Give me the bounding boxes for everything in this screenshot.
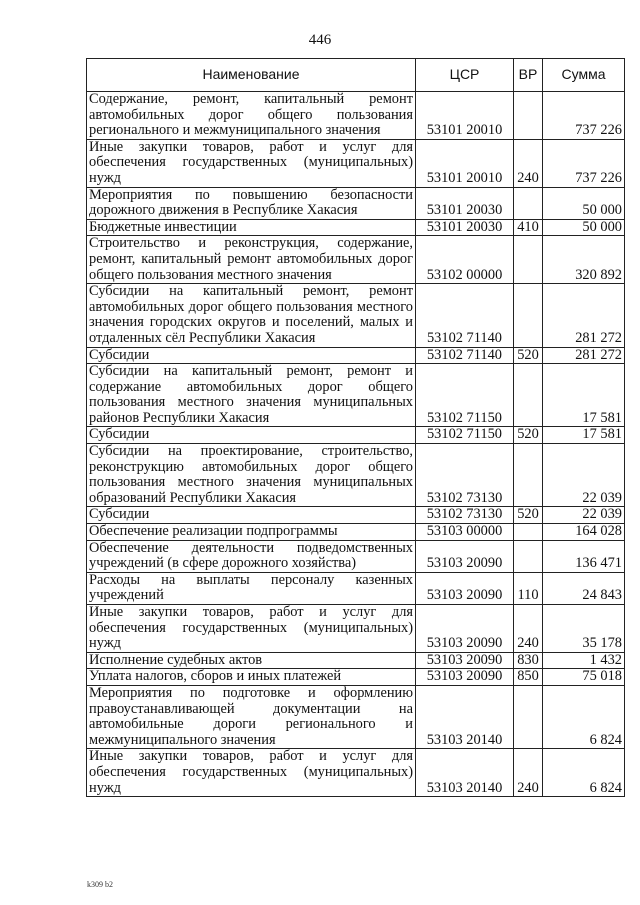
cell-csr: 53103 20090 — [416, 540, 514, 572]
cell-csr: 53103 20140 — [416, 685, 514, 748]
footer-code: k309 b2 — [87, 880, 113, 889]
cell-sum: 50 000 — [543, 187, 625, 219]
table-row — [87, 524, 625, 541]
cell-name: Иные закупки товаров, работ и услуг для обеспечения государственных (муниципальных) нужд — [87, 139, 416, 187]
table-body — [87, 92, 625, 797]
cell-csr: 53102 00000 — [416, 236, 514, 284]
cell-csr: 53101 20010 — [416, 92, 514, 140]
cell-csr: 53101 20030 — [416, 187, 514, 219]
cell-sum: 1 432 — [543, 652, 625, 669]
table-row — [87, 652, 625, 669]
header-csr: ЦСР — [416, 59, 514, 92]
cell-vr: 240 — [514, 749, 543, 797]
cell-csr: 53103 20090 — [416, 572, 514, 604]
cell-name: Обеспечение деятельности подведомственных учреждений (в сфере дорожного хозяйства) — [87, 540, 416, 572]
cell-name: Уплата налогов, сборов и иных платежей — [87, 669, 416, 686]
cell-name: Исполнение судебных актов — [87, 652, 416, 669]
cell-vr — [514, 236, 543, 284]
cell-vr — [514, 92, 543, 140]
cell-name: Содержание, ремонт, капитальный ремонт автомобильных дорог общего пользования регионального и межмуниципального значения — [87, 92, 416, 140]
cell-sum: 24 843 — [543, 572, 625, 604]
table-row — [87, 669, 625, 686]
cell-csr: 53102 73130 — [416, 444, 514, 507]
cell-csr: 53102 71150 — [416, 427, 514, 444]
cell-vr — [514, 284, 543, 347]
cell-sum: 50 000 — [543, 219, 625, 236]
cell-sum: 136 471 — [543, 540, 625, 572]
cell-vr: 240 — [514, 139, 543, 187]
cell-csr: 53103 20090 — [416, 652, 514, 669]
cell-sum: 6 824 — [543, 749, 625, 797]
cell-vr: 830 — [514, 652, 543, 669]
cell-name: Субсидии на проектирование, строительство, реконструкцию автомобильных дорог общего пользования местного значения муниципальных образований Республики Хакасия — [87, 444, 416, 507]
table-row — [87, 605, 625, 653]
cell-csr: 53102 71140 — [416, 347, 514, 364]
budget-table — [86, 58, 625, 797]
cell-name: Субсидии на капитальный ремонт, ремонт автомобильных дорог общего пользования местного значения городских округов и поселений, малых и отдаленных сёл Республики Хакасия — [87, 284, 416, 347]
cell-name: Обеспечение реализации подпрограммы — [87, 524, 416, 541]
table-row — [87, 444, 625, 507]
table-row — [87, 685, 625, 748]
cell-sum: 17 581 — [543, 364, 625, 427]
cell-csr: 53102 71150 — [416, 364, 514, 427]
cell-name: Мероприятия по подготовке и оформлению правоустанавливающей документации на автомобильные дороги регионального и межмуниципального значения — [87, 685, 416, 748]
cell-name: Строительство и реконструкция, содержание, ремонт, капитальный ремонт автомобильных дорог общего пользования местного значения — [87, 236, 416, 284]
cell-vr: 520 — [514, 507, 543, 524]
table-row — [87, 347, 625, 364]
cell-sum: 737 226 — [543, 139, 625, 187]
cell-name: Расходы на выплаты персоналу казенных учреждений — [87, 572, 416, 604]
cell-vr: 410 — [514, 219, 543, 236]
cell-vr — [514, 540, 543, 572]
page-number: 446 — [308, 32, 332, 48]
cell-vr — [514, 524, 543, 541]
cell-vr — [514, 364, 543, 427]
table-row — [87, 507, 625, 524]
cell-sum: 22 039 — [543, 507, 625, 524]
cell-vr: 110 — [514, 572, 543, 604]
table-row — [87, 219, 625, 236]
cell-name: Иные закупки товаров, работ и услуг для обеспечения государственных (муниципальных) нужд — [87, 749, 416, 797]
table-row — [87, 284, 625, 347]
cell-sum: 737 226 — [543, 92, 625, 140]
cell-sum: 164 028 — [543, 524, 625, 541]
cell-name: Субсидии — [87, 427, 416, 444]
cell-vr — [514, 187, 543, 219]
cell-csr: 53103 20090 — [416, 605, 514, 653]
cell-csr: 53103 00000 — [416, 524, 514, 541]
table-row — [87, 236, 625, 284]
header-name: Наименование — [87, 59, 416, 92]
table-row — [87, 749, 625, 797]
cell-vr: 520 — [514, 427, 543, 444]
table-row — [87, 187, 625, 219]
cell-sum: 75 018 — [543, 669, 625, 686]
cell-sum: 320 892 — [543, 236, 625, 284]
cell-vr: 240 — [514, 605, 543, 653]
header-sum: Сумма — [543, 59, 625, 92]
cell-csr: 53101 20010 — [416, 139, 514, 187]
cell-sum: 281 272 — [543, 284, 625, 347]
cell-sum: 6 824 — [543, 685, 625, 748]
table-header-row — [87, 59, 625, 92]
cell-name: Субсидии — [87, 507, 416, 524]
table-row — [87, 572, 625, 604]
cell-name: Бюджетные инвестиции — [87, 219, 416, 236]
cell-csr: 53102 73130 — [416, 507, 514, 524]
table-row — [87, 540, 625, 572]
cell-name: Иные закупки товаров, работ и услуг для обеспечения государственных (муниципальных) нужд — [87, 605, 416, 653]
cell-csr: 53102 71140 — [416, 284, 514, 347]
cell-name: Субсидии на капитальный ремонт, ремонт и содержание автомобильных дорог общего пользования местного значения муниципальных районов Республики Хакасия — [87, 364, 416, 427]
cell-csr: 53103 20140 — [416, 749, 514, 797]
cell-sum: 17 581 — [543, 427, 625, 444]
table-row — [87, 427, 625, 444]
cell-sum: 35 178 — [543, 605, 625, 653]
header-vr: ВР — [514, 59, 543, 92]
table-row — [87, 139, 625, 187]
cell-name: Субсидии — [87, 347, 416, 364]
table-row — [87, 92, 625, 140]
cell-name: Мероприятия по повышению безопасности дорожного движения в Республике Хакасия — [87, 187, 416, 219]
cell-csr: 53103 20090 — [416, 669, 514, 686]
cell-vr: 850 — [514, 669, 543, 686]
table-row — [87, 364, 625, 427]
cell-csr: 53101 20030 — [416, 219, 514, 236]
cell-vr — [514, 444, 543, 507]
cell-sum: 22 039 — [543, 444, 625, 507]
cell-vr — [514, 685, 543, 748]
cell-sum: 281 272 — [543, 347, 625, 364]
cell-vr: 520 — [514, 347, 543, 364]
